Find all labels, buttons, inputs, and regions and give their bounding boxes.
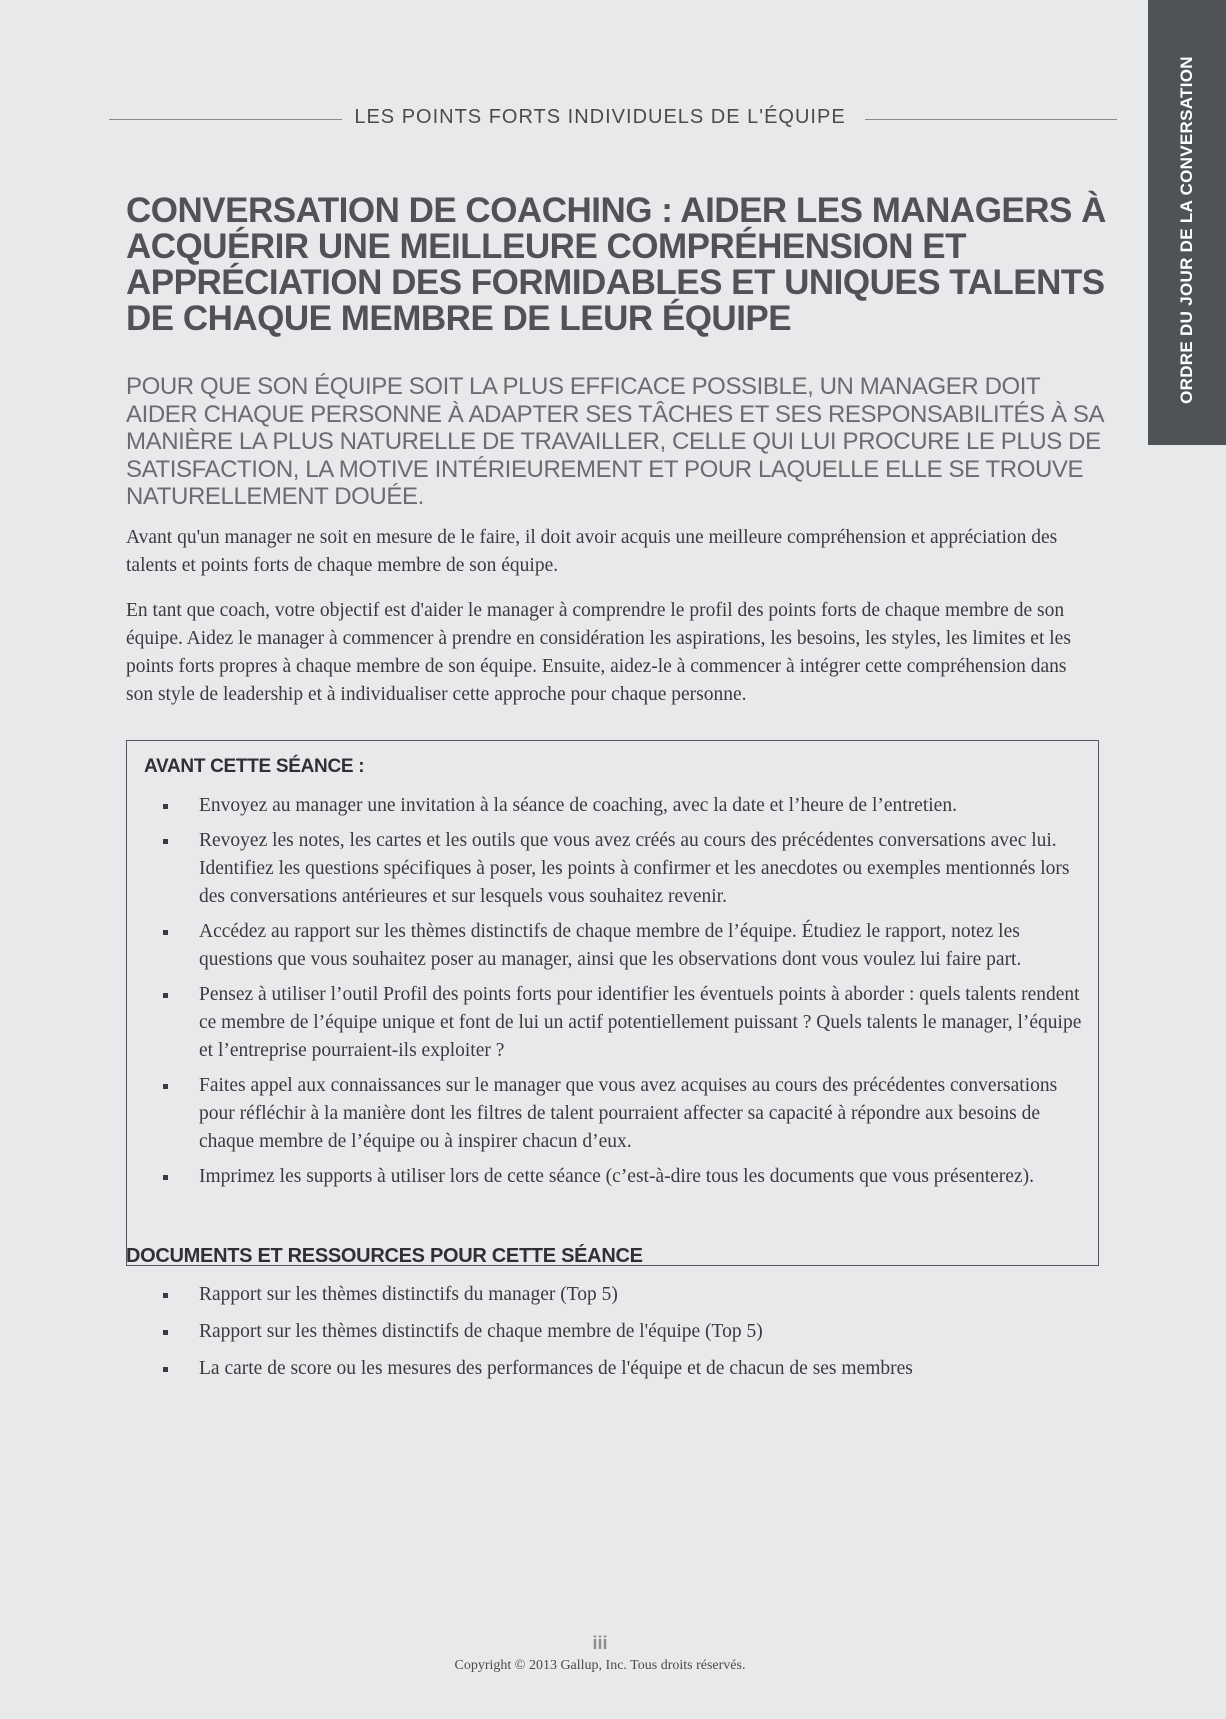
list-item: Pensez à utiliser l’outil Profil des points forts pour identifier les éventuels points à aborder : quels talents rendent ce membre de l’équipe unique et font de lui un actif potentiellement puissant ? Quels talents le manager, l’équipe et l’entreprise pourraient-ils exploiter ? — [126, 981, 1092, 1065]
bullet-icon — [163, 804, 168, 809]
list-item: Rapport sur les thèmes distinctifs de chaque membre de l'équipe (Top 5) — [126, 1318, 1092, 1346]
bullet-icon — [163, 930, 168, 935]
bullet-icon — [163, 1084, 168, 1089]
before-session-title: AVANT CETTE SÉANCE : — [144, 756, 365, 777]
documents-list — [126, 1281, 1092, 1392]
list-item: Imprimez les supports à utiliser lors de cette séance (c’est-à-dire tous les documents que vous présenterez). — [126, 1163, 1092, 1191]
list-item: Rapport sur les thèmes distinctifs du manager (Top 5) — [126, 1281, 1092, 1309]
before-session-list — [126, 792, 1092, 1198]
list-item: La carte de score ou les mesures des performances de l'équipe et de chacun de ses membres — [126, 1355, 1092, 1383]
section-header-label: LES POINTS FORTS INDIVIDUELS DE L'ÉQUIPE — [342, 106, 857, 128]
bullet-icon — [163, 1175, 168, 1180]
bullet-icon — [163, 839, 168, 844]
list-item: Accédez au rapport sur les thèmes distinctifs de chaque membre de l’équipe. Étudiez le rapport, notez les questions que vous souhaitez poser au manager, ainsi que les observations dont vous voulez lui faire part. — [126, 918, 1092, 974]
copyright: Copyright © 2013 Gallup, Inc. Tous droits réservés. — [454, 1658, 746, 1673]
body-paragraph-1: Avant qu'un manager ne soit en mesure de le faire, il doit avoir acquis une meilleure compréhension et appréciation des talents et points forts de chaque membre de son équipe. — [126, 527, 1058, 576]
bullet-icon — [163, 1330, 168, 1335]
body-paragraph-2: En tant que coach, votre objectif est d'aider le manager à comprendre le profil des points forts de chaque membre de son équipe. Aidez le manager à commencer à prendre en considération les aspirations, les besoins, les styles, les limites et les points forts propres à chaque membre de son équipe. Ensuite, aidez-le à commencer à intégrer cette compréhension dans son style de leadership et à individualiser cette approche pour chaque personne. — [126, 600, 1071, 705]
documents-title: DOCUMENTS ET RESSOURCES POUR CETTE SÉANCE — [126, 1245, 643, 1267]
list-item: Revoyez les notes, les cartes et les outils que vous avez créés au cours des précédentes conversations avec lui. Identifiez les questions spécifiques à poser, les points à confirmer et les anecdotes ou exemples mentionnés lors des conversations antérieures et sur lesquels vous souhaitez revenir. — [126, 827, 1092, 911]
bullet-icon — [163, 1367, 168, 1372]
lead-paragraph: POUR QUE SON ÉQUIPE SOIT LA PLUS EFFICACE POSSIBLE, UN MANAGER DOIT AIDER CHAQUE PERSONNE À ADAPTER SES TÂCHES ET SES RESPONSABILITÉS À SA MANIÈRE LA PLUS NATURELLE DE TRAVAILLER, CELLE QUI LUI PROCURE LE PLUS DE SATISFACTION, LA MOTIVE INTÉRIEUREMENT ET POUR LAQUELLE ELLE SE TROUVE NATURELLEMENT DOUÉE. — [126, 373, 1103, 510]
list-item: Envoyez au manager une invitation à la séance de coaching, avec la date et l’heure de l’entretien. — [126, 792, 1092, 820]
section-header — [0, 106, 1213, 129]
side-tab — [1148, 0, 1226, 445]
side-tab-label: ORDRE DU JOUR DE LA CONVERSATION — [1177, 56, 1196, 404]
page-number: iii — [592, 1633, 608, 1653]
bullet-icon — [163, 1293, 168, 1298]
page-title: CONVERSATION DE COACHING : AIDER LES MANAGERS À ACQUÉRIR UNE MEILLEURE COMPRÉHENSION ET APPRÉCIATION DES FORMIDABLES ET UNIQUES TALENTS DE CHAQUE MEMBRE DE LEUR ÉQUIPE — [126, 191, 1106, 338]
list-item: Faites appel aux connaissances sur le manager que vous avez acquises au cours des précédentes conversations pour réfléchir à la manière dont les filtres de talent pourraient affecter sa capacité à répondre aux besoins de chaque membre de l’équipe ou à inspirer chacun d’eux. — [126, 1072, 1092, 1156]
bullet-icon — [163, 993, 168, 998]
